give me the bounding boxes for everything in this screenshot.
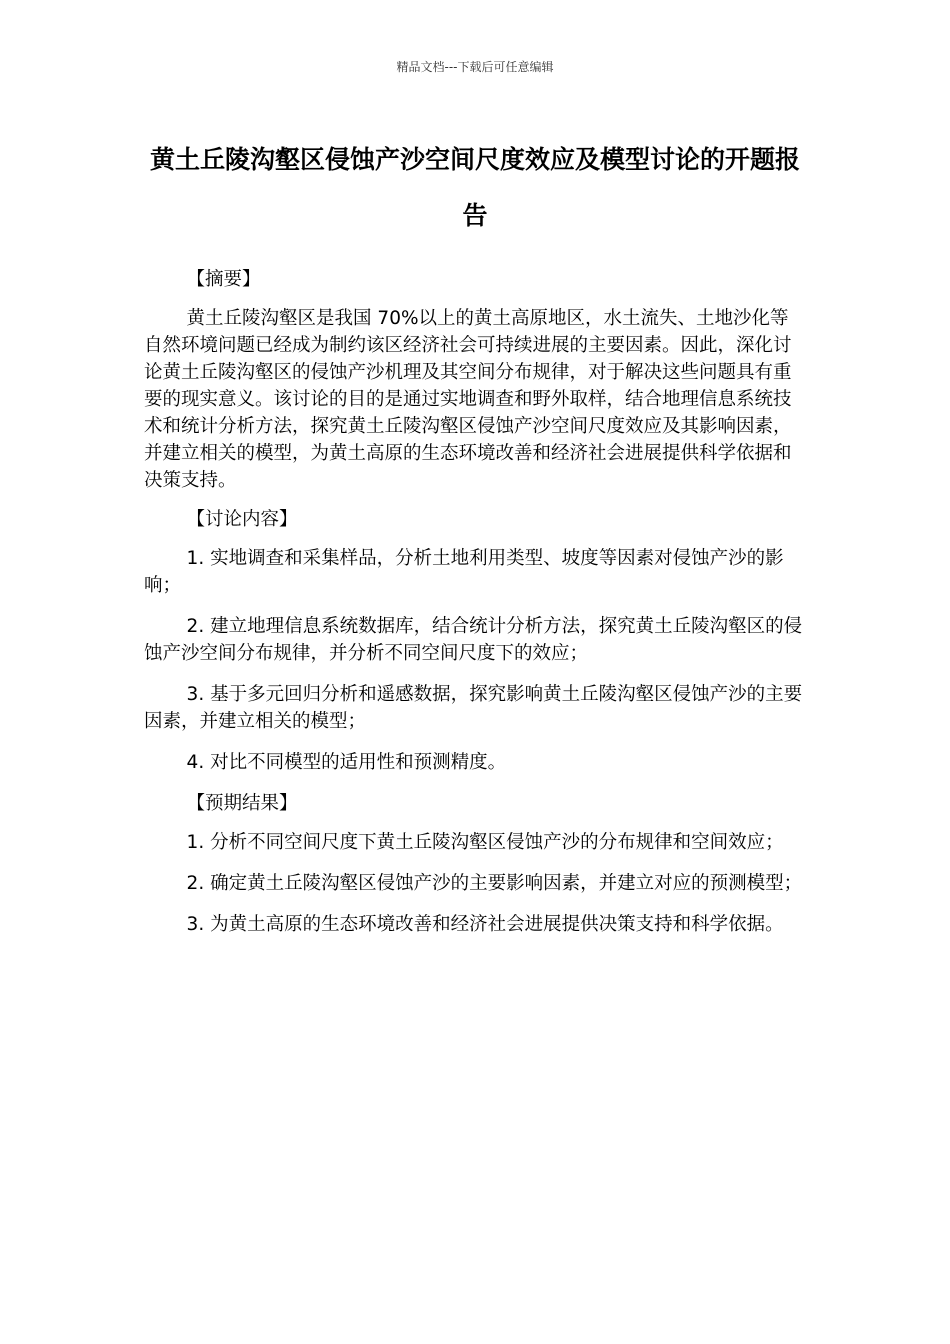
results-item-2: 2. 确定黄土丘陵沟壑区侵蚀产沙的主要影响因素，并建立对应的预测模型； [186,873,803,894]
content-heading: 【讨论内容】 [186,509,298,530]
page-header-note: 精品文档---下载后可任意编辑 [396,60,554,74]
results-item-3: 3. 为黄土高原的生态环境改善和经济社会进展提供决策支持和科学依据。 [186,914,784,935]
document-title: 黄土丘陵沟壑区侵蚀产沙空间尺度效应及模型讨论的开题报告 [149,145,800,230]
content-item-2: 2. 建立地理信息系统数据库，结合统计分析方法，探究黄土丘陵沟壑区的侵蚀产沙空间分布规律，并分析不同空间尺度下的效应； [144,616,803,664]
results-heading: 【预期结果】 [186,793,298,814]
abstract-heading: 【摘要】 [186,269,261,290]
content-item-4: 4. 对比不同模型的适用性和预测精度。 [186,752,507,773]
content-item-3: 3. 基于多元回归分析和遥感数据，探究影响黄土丘陵沟壑区侵蚀产沙的主要因素，并建立相关的模型； [144,684,803,732]
content-item-1: 1. 实地调查和采集样品，分析土地利用类型、坡度等因素对侵蚀产沙的影响； [144,548,784,596]
document-body [144,266,804,952]
abstract-paragraph: 黄土丘陵沟壑区是我国 70%以上的黄土高原地区，水土流失、土地沙化等自然环境问题已经成为制约该区经济社会可持续进展的主要因素。因此，深化讨论黄土丘陵沟壑区的侵蚀产沙机理及其空间分布规律，对于解决这些问题具有重要的现实意义。该讨论的目的是通过实地调查和野外取样，结合地理信息系统技术和统计分析方法，探究黄土丘陵沟壑区侵蚀产沙空间尺度效应及其影响因素，并建立相关的模型，为黄土高原的生态环境改善和经济社会进展提供科学依据和决策支持。 [144,308,792,491]
results-item-1: 1. 分析不同空间尺度下黄土丘陵沟壑区侵蚀产沙的分布规律和空间效应； [186,832,784,853]
